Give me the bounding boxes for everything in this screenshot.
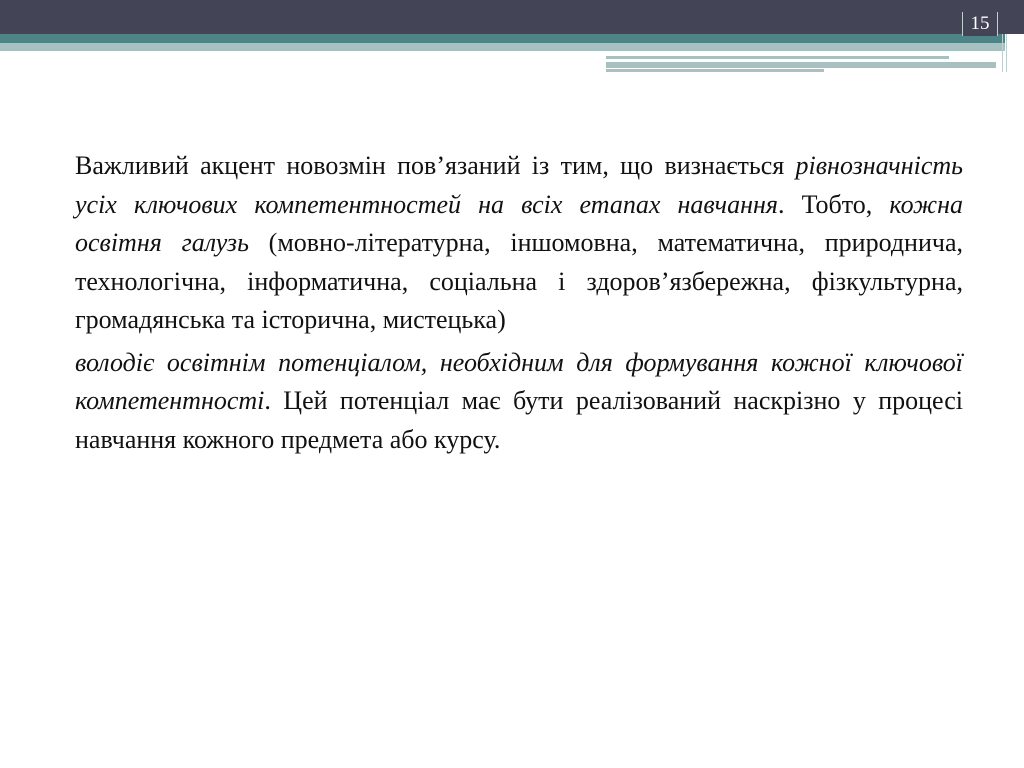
text-run: (мовно-літературна, іншомовна, математична, природнича, технологічна, інформатична, соціальна і здоров’язбережна, фізкультурна, громадянська та історична, мистецька)	[75, 228, 964, 334]
text-run: . Тобто,	[777, 189, 890, 219]
page-number: 15	[962, 12, 998, 36]
paragraph-1	[75, 147, 963, 340]
italic-run: кожна освітня галузь	[75, 189, 963, 257]
paragraph-2	[75, 344, 963, 460]
italic-run: рівнозначність усіх ключових компетентностей на всіх етапах навчання	[75, 151, 963, 219]
text-run: Важливий акцент новозмін пов’язаний із тим, що визнається	[75, 151, 796, 180]
header-band-dark	[0, 0, 1024, 34]
header-band-light	[0, 43, 1005, 51]
corner-frame	[1002, 34, 1007, 72]
decorative-rule	[606, 69, 824, 72]
text-run: . Цей потенціал має бути реалізований наскрізно у процесі навчання кожного предмета або курсу.	[75, 386, 963, 454]
italic-run: володіє освітнім потенціалом, необхідним для формування кожної ключової компетентності	[75, 347, 963, 415]
header-band-teal	[0, 34, 1005, 43]
decorative-rule	[606, 62, 996, 68]
slide-body	[75, 147, 963, 459]
decorative-rule	[606, 56, 949, 59]
